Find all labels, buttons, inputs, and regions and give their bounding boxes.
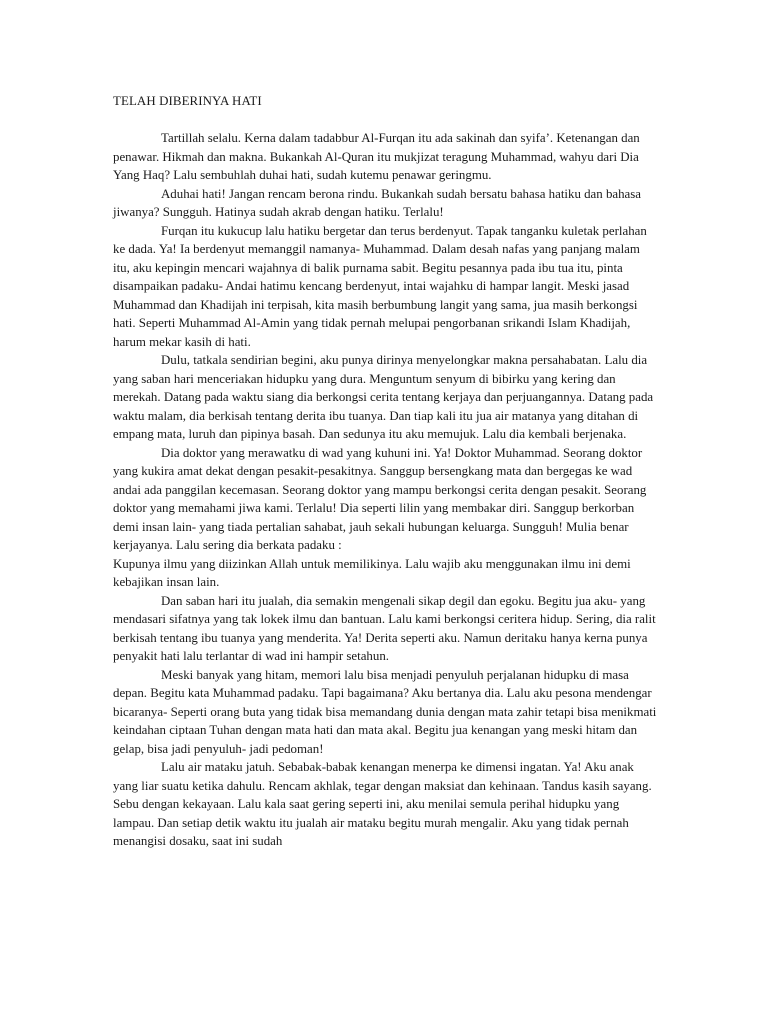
paragraph-1: Tartillah selalu. Kerna dalam tadabbur Al-Furqan itu ada sakinah dan syifa’. Ketenangan dan penawar. Hikmah dan makna. Bukankah Al-Quran itu mukjizat teragung Muhammad, wahyu dari Dia Yang Haq? Lalu sembuhlah duhai hati, sudah kutemu penawar geringmu. — [113, 131, 640, 182]
paragraph-3: Furqan itu kukucup lalu hatiku bergetar dan terus berdenyut. Tapak tanganku kuletak perlahan ke dada. Ya! Ia berdenyut memanggil namanya- Muhammad. Dalam desah nafas yang panjang malam itu, aku kepingin mencari wajahnya di balik purnama sabit. Begitu pesannya pada ibu tua itu, pinta disampaikan padaku- Andai hatimu kencang berdenyut, intai wajahku di hampar langit. Meski jasad Muhammad dan Khadijah ini terpisah, kita masih berbumbung langit yang sama, jua masih berkongsi hati. Seperti Muhammad Al-Amin yang tidak pernah melupai pengorbanan srikandi Islam Khadijah, harum mekar kasih di hati. — [113, 223, 647, 349]
paragraph-6: Kupunya ilmu yang diizinkan Allah untuk memilikinya. Lalu wajib aku menggunakan ilmu ini demi kebajikan insan lain. — [113, 556, 631, 589]
paragraph-5: Dia doktor yang merawatku di wad yang kuhuni ini. Ya! Doktor Muhammad. Seorang doktor yang kukira amat dekat dengan pesakit-pesakitnya. Sanggup bersengkang mata dan bergegas ke wad andai ada panggilan kecemasan. Seorang doktor yang mampu berkongsi cerita dengan pesakit. Seorang doktor yang memahami jiwa kami. Terlalu! Dia seperti lilin yang membakar diri. Sanggup berkorban demi insan lain- yang tiada pertalian sahabat, jauh sekali hubungan keluarga. Sungguh! Mulia benar kerjayanya. Lalu sering dia berkata padaku : — [113, 445, 647, 552]
paragraph-9: Lalu air mataku jatuh. Sebabak-babak kenangan menerpa ke dimensi ingatan. Ya! Aku anak yang liar suatu ketika dahulu. Rencam akhlak, tegar dengan maksiat dan kehinaan. Tandus kasih sayang. Sebu dengan kekayaan. Lalu kala saat gering seperti ini, aku menilai semula perihal hidupku yang lampau. Dan setiap detik waktu itu jualah air mataku begitu murah mengalir. Aku yang tidak pernah menangisi dosaku, saat ini sudah — [113, 760, 652, 848]
paragraph-7: Dan saban hari itu jualah, dia semakin mengenali sikap degil dan egoku. Begitu jua aku- yang mendasari sifatnya yang tak lokek ilmu dan bantuan. Lalu kami berkongsi ceritera hidup. Sering, dia ralit berkisah tentang ibu tuanya yang menderita. Ya! Derita seperti aku. Namun deritaku hanya kerna punya penyakit hati lalu terlantar di wad ini hampir setahun. — [113, 593, 656, 663]
paragraph-4: Dulu, tatkala sendirian begini, aku punya dirinya menyelongkar makna persahabatan. Lalu dia yang saban hari menceriakan hidupku yang dura. Menguntum senyum di bibirku yang kering dan merekah. Datang pada waktu siang dia berkongsi cerita tentang kerjaya dan perjuangannya. Datang pada waktu malam, dia berkisah tentang derita ibu tuanya. Dan tiap kali itu jua air matanya yang ditahan di empang mata, luruh dan pipinya basah. Dan sedunya itu aku memujuk. Lalu dia kembali berjenaka. — [113, 353, 654, 441]
paragraph-2: Aduhai hati! Jangan rencam berona rindu. Bukankah sudah bersatu bahasa hatiku dan bahasa jiwanya? Sungguh. Hatinya sudah akrab dengan hatiku. Terlalu! — [113, 186, 642, 219]
document-page — [113, 92, 658, 851]
paragraph-8: Meski banyak yang hitam, memori lalu bisa menjadi penyuluh perjalanan hidupku di masa depan. Begitu kata Muhammad padaku. Tapi bagaimana? Aku bertanya dia. Lalu aku pesona mendengar bicaranya- Seperti orang buta yang tidak bisa memandang dunia dengan mata zahir tetapi bisa menikmati keindahan ciptaan Tuhan dengan mata hati dan mata akal. Begitu jua kenangan yang meski hitam dan gelap, bisa jadi penyuluh- jadi pedoman! — [113, 667, 657, 756]
document-title: TELAH DIBERINYA HATI — [113, 94, 262, 108]
